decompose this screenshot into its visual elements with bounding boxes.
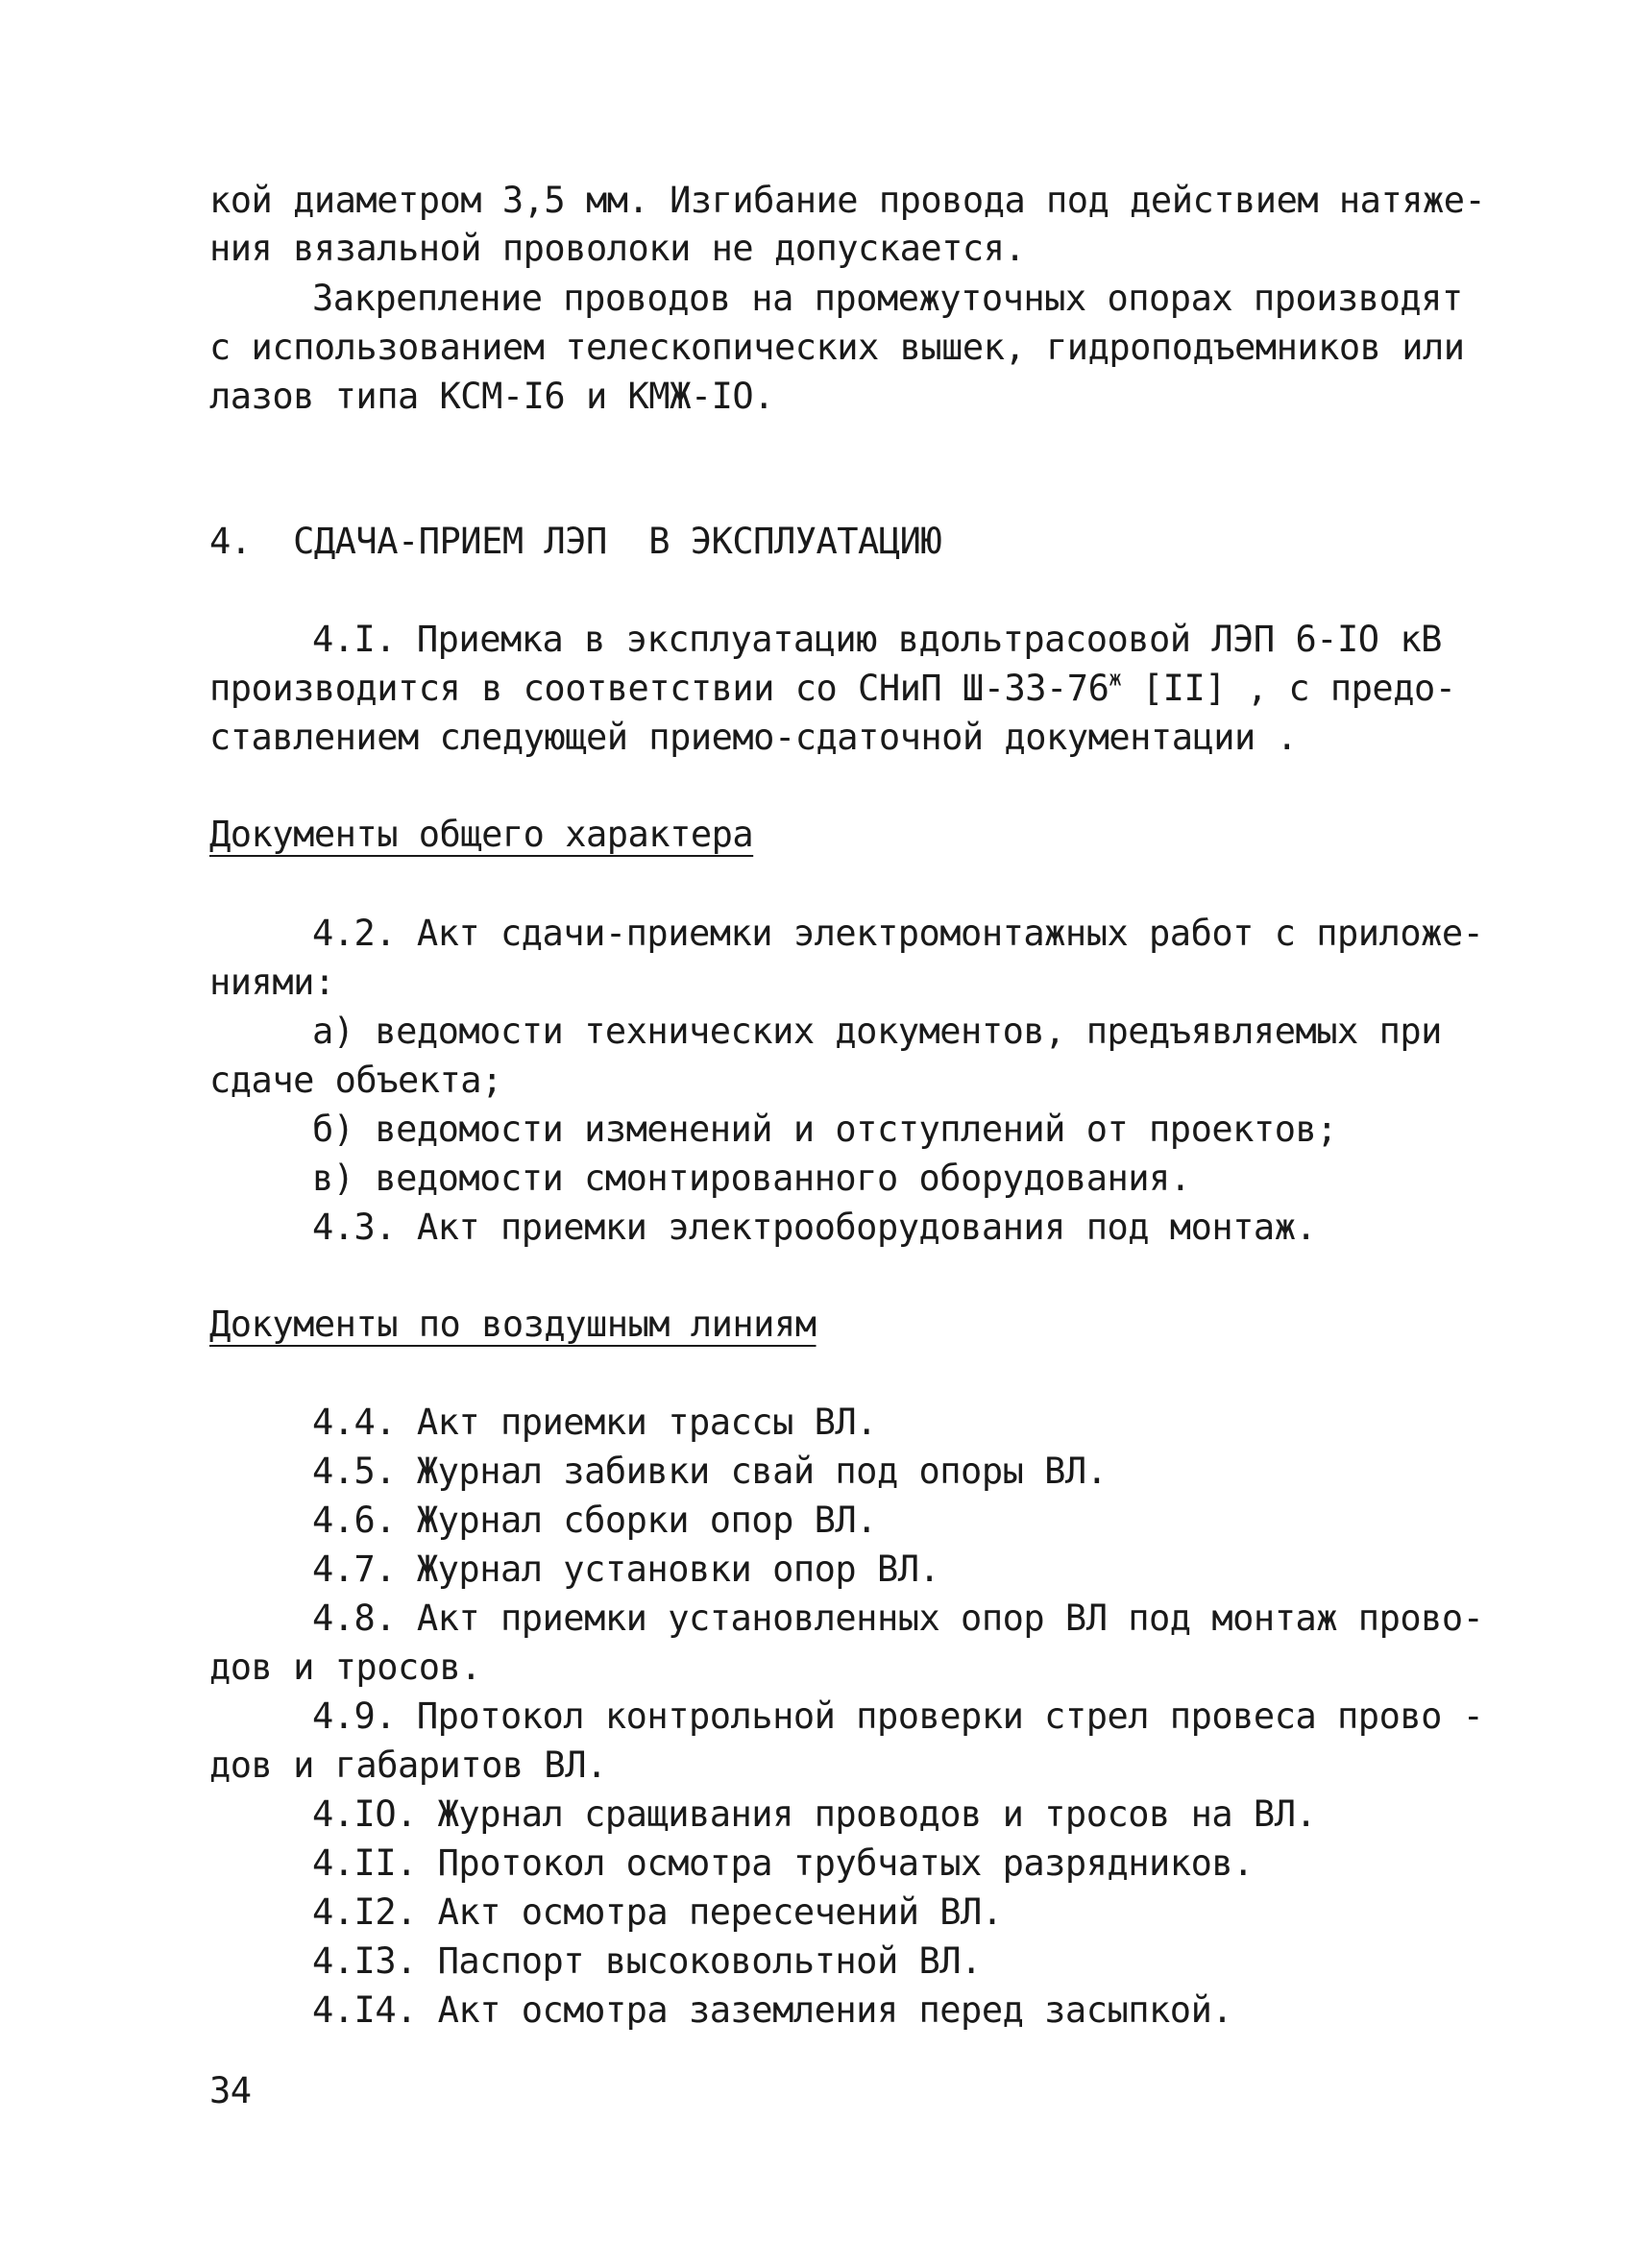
overhead-docs-line-11: 4.I2. Акт осмотра пересечений ВЛ. <box>312 1891 1003 1933</box>
overhead-docs-line-2: 4.5. Журнал забивки свай под опоры ВЛ. <box>312 1451 1108 1492</box>
overhead-docs-line-12: 4.I3. Паспорт высоковольтной ВЛ. <box>312 1940 982 1982</box>
intro-line-1: кой диаметром 3,5 мм. Изгибание провода под действием натяже- <box>209 180 1486 221</box>
overhead-docs-line-10: 4.II. Протокол осмотра трубчатых разрядников. <box>312 1842 1254 1884</box>
intro-line-3: Закрепление проводов на промежуточных опорах производят <box>312 278 1463 319</box>
overhead-docs-line-3: 4.6. Журнал сборки опор ВЛ. <box>312 1500 877 1541</box>
general-docs-line-6: в) ведомости смонтированного оборудования. <box>312 1158 1191 1199</box>
p41-line-2-sup: ж <box>1109 667 1122 692</box>
overhead-docs-line-13: 4.I4. Акт осмотра заземления перед засыпкой. <box>312 1989 1233 2031</box>
general-docs-line-7: 4.3. Акт приемки электрооборудования под монтаж. <box>312 1207 1317 1248</box>
p41-line-2 <box>209 667 1456 709</box>
general-docs-line-2: ниями: <box>209 962 335 1003</box>
overhead-docs-line-1: 4.4. Акт приемки трассы ВЛ. <box>312 1402 877 1443</box>
intro-line-5: лазов типа КСМ-I6 и КМЖ-IO. <box>209 376 774 417</box>
overhead-docs-line-4: 4.7. Журнал установки опор ВЛ. <box>312 1549 940 1590</box>
page-number: 34 <box>209 2070 252 2111</box>
section-heading: 4. СДАЧА-ПРИЕМ ЛЭП В ЭКСПЛУАТАЦИЮ <box>209 521 942 562</box>
intro-line-2: ния вязальной проволоки не допускается. <box>209 228 1026 269</box>
overhead-docs-line-6: дов и тросов. <box>209 1646 482 1688</box>
overhead-docs-line-5: 4.8. Акт приемки установленных опор ВЛ под монтаж прово- <box>312 1597 1484 1639</box>
general-docs-line-3: а) ведомости технических документов, предъявляемых при <box>312 1011 1442 1052</box>
p41-line-3: ставлением следующей приемо-сдаточной документации . <box>209 717 1298 758</box>
general-docs-line-1: 4.2. Акт сдачи-приемки электромонтажных работ с приложе- <box>312 913 1484 954</box>
overhead-docs-heading: Документы по воздушным линиям <box>209 1304 816 1345</box>
p41-line-1: 4.I. Приемка в эксплуатацию вдольтрасоовой ЛЭП 6-IO кВ <box>312 619 1442 660</box>
overhead-docs-line-9: 4.IO. Журнал сращивания проводов и тросов на ВЛ. <box>312 1793 1317 1835</box>
general-docs-line-5: б) ведомости изменений и отступлений от проектов; <box>312 1109 1338 1150</box>
intro-line-4: с использованием телескопических вышек, гидроподъемников или <box>209 327 1465 368</box>
overhead-docs-line-8: дов и габаритов ВЛ. <box>209 1744 607 1786</box>
p41-line-2-end: [II] , с предо- <box>1121 668 1456 709</box>
overhead-docs-line-7: 4.9. Протокол контрольной проверки стрел провеса прово - <box>312 1695 1484 1737</box>
general-docs-heading: Документы общего характера <box>209 814 754 855</box>
p41-line-2-start: производится в соответствии со СНиП Ш-33-76 <box>209 668 1109 709</box>
general-docs-line-4: сдаче объекта; <box>209 1060 502 1101</box>
